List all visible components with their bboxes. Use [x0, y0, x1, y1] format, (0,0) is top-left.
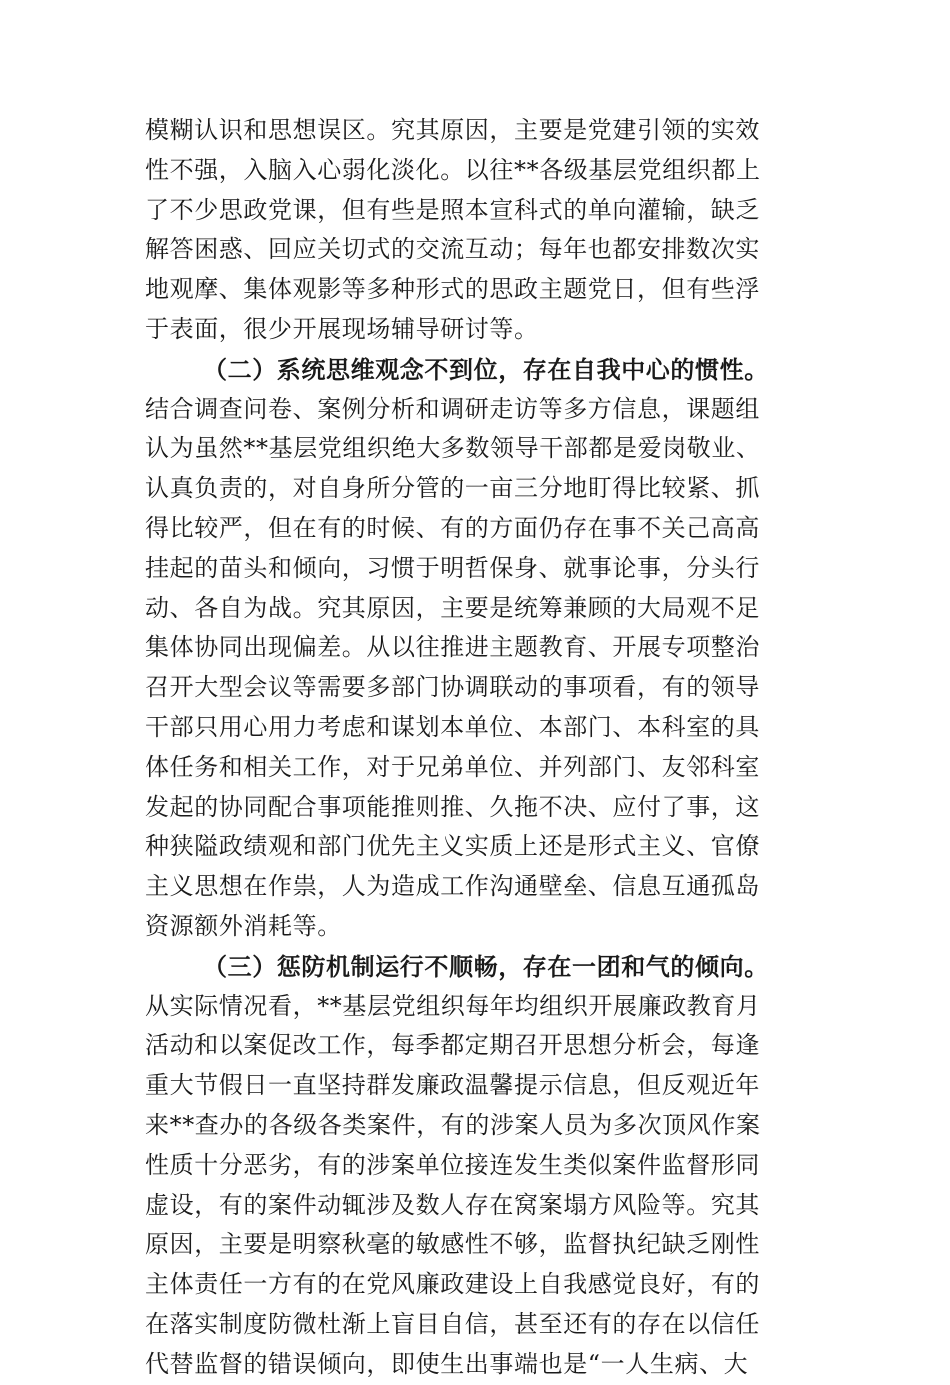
line-text: 代替监督的错误倾向，即使生出事端也是“一人生病、大 [145, 1349, 749, 1378]
paragraph-line [145, 270, 809, 310]
line-text: 主义思想在作祟，人为造成工作沟通壁垒、信息互通孤岛 [145, 872, 760, 901]
line-text: 原因，主要是明察秋毫的敏感性不够，监督执纪缺乏刚性 [145, 1230, 760, 1259]
line-text: 性不强，入脑入心弱化淡化。以往**各级基层党组织都上 [145, 155, 761, 184]
paragraph-line [145, 549, 809, 589]
line-text: 认为虽然**基层党组织绝大多数领导干部都是爱岗敬业、 [145, 434, 761, 463]
paragraph-line [145, 230, 809, 270]
line-text: 来**查办的各级各类案件，有的涉案人员为多次顶风作案 [145, 1110, 761, 1139]
paragraph-line [145, 708, 809, 748]
paragraph-line [145, 1305, 809, 1345]
paragraph-line [145, 668, 809, 708]
paragraph-line [145, 390, 809, 430]
paragraph-line [145, 1106, 809, 1146]
paragraph-line [145, 1026, 809, 1066]
paragraph-line [145, 111, 809, 151]
line-text: 主体责任一方有的在党风廉政建设上自我感觉良好，有的 [145, 1270, 760, 1299]
line-text: 性质十分恶劣，有的涉案单位接连发生类似案件监督形同 [145, 1150, 760, 1179]
paragraph-line [145, 191, 809, 231]
line-text: 从实际情况看，**基层党组织每年均组织开展廉政教育月 [145, 991, 761, 1020]
paragraph-line [145, 151, 809, 191]
paragraph-line [145, 429, 809, 469]
line-text: 解答困惑、回应关切式的交流互动；每年也都安排数次实 [145, 235, 760, 264]
paragraph-line [145, 310, 809, 350]
line-text: 活动和以案促改工作，每季都定期召开思想分析会，每逢 [145, 1031, 760, 1060]
line-text: 召开大型会议等需要多部门协调联动的事项看，有的领导 [145, 673, 760, 702]
line-text: 结合调查问卷、案例分析和调研走访等多方信息，课题组 [145, 394, 760, 423]
paragraph-line [145, 748, 809, 788]
document-body [145, 111, 809, 1385]
paragraph-line [145, 1066, 809, 1106]
line-text: 种狭隘政绩观和部门优先主义实质上还是形式主义、官僚 [145, 832, 760, 861]
paragraph-line [145, 589, 809, 629]
line-text: 认真负责的，对自身所分管的一亩三分地盯得比较紧、抓 [145, 474, 760, 503]
section-heading-line [145, 947, 809, 987]
paragraph-line [145, 1265, 809, 1305]
paragraph-line [145, 1186, 809, 1226]
line-text: 模糊认识和思想误区。究其原因，主要是党建引领的实效 [145, 116, 760, 144]
line-text: （三）惩防机制运行不顺畅，存在一团和气的倾向。 [203, 951, 769, 981]
line-text: 动、各自为战。究其原因，主要是统筹兼顾的大局观不足 [145, 593, 760, 622]
paragraph-line [145, 509, 809, 549]
line-text: 了不少思政党课，但有些是照本宣科式的单向灌输，缺乏 [145, 195, 760, 224]
paragraph-line [145, 1225, 809, 1265]
line-text: 重大节假日一直坚持群发廉政温馨提示信息，但反观近年 [145, 1071, 760, 1100]
line-text: 地观摩、集体观影等多种形式的思政主题党日，但有些浮 [145, 275, 760, 304]
line-text: 在落实制度防微杜渐上盲目自信，甚至还有的存在以信任 [145, 1309, 760, 1338]
line-text: 体任务和相关工作，对于兄弟单位、并列部门、友邻科室 [145, 752, 760, 781]
line-text: 虚设，有的案件动辄涉及数人存在窝案塌方风险等。究其 [145, 1190, 760, 1219]
paragraph-line [145, 628, 809, 668]
line-text: 于表面，很少开展现场辅导研讨等。 [145, 314, 539, 343]
paragraph-line [145, 907, 809, 947]
section-heading-line [145, 350, 809, 390]
paragraph-line [145, 1345, 809, 1385]
line-text: 集体协同出现偏差。从以往推进主题教育、开展专项整治 [145, 633, 760, 662]
paragraph-line [145, 867, 809, 907]
line-text: 得比较严，但在有的时候、有的方面仍存在事不关己高高 [145, 513, 760, 542]
line-text: 挂起的苗头和倾向，习惯于明哲保身、就事论事，分头行 [145, 553, 760, 582]
paragraph-line [145, 1146, 809, 1186]
paragraph-line [145, 788, 809, 828]
line-text: 资源额外消耗等。 [145, 911, 342, 940]
line-text: （二）系统思维观念不到位，存在自我中心的惯性。 [203, 354, 769, 384]
paragraph-line [145, 469, 809, 509]
line-text: 发起的协同配合事项能推则推、久拖不决、应付了事，这 [145, 792, 760, 821]
paragraph-line [145, 827, 809, 867]
line-text: 干部只用心用力考虑和谋划本单位、本部门、本科室的具 [145, 712, 760, 741]
paragraph-line [145, 987, 809, 1027]
